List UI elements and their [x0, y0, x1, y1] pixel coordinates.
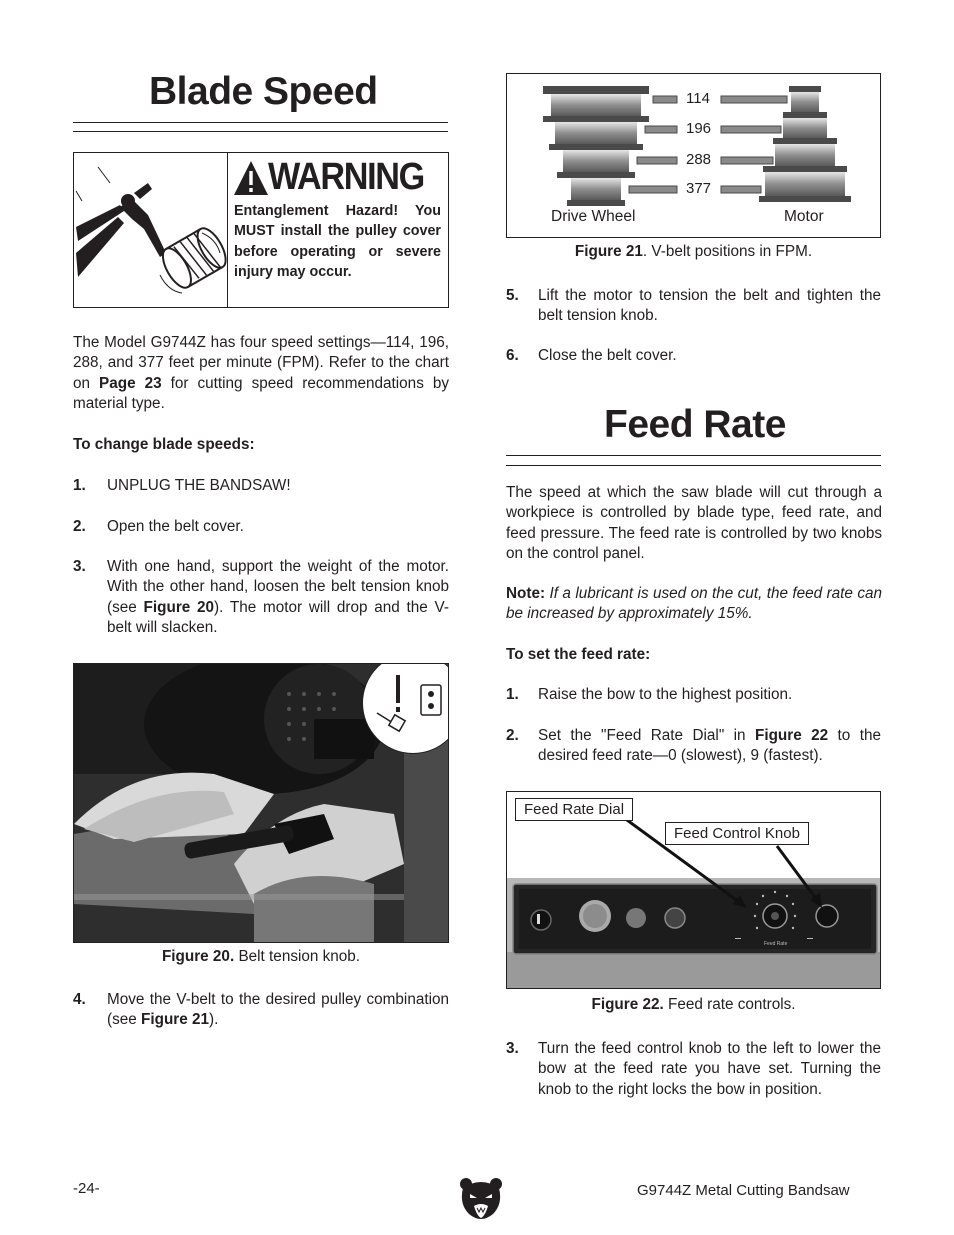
- speed-label-196: 196: [686, 120, 712, 137]
- divider: [73, 122, 448, 123]
- figure-20-caption: Figure 20. Belt tension knob.: [161, 948, 361, 965]
- entanglement-hazard-icon: [74, 153, 228, 307]
- page-number: -24-: [73, 1180, 100, 1197]
- panel-feed-rate-text: Feed Rate: [764, 941, 788, 947]
- unplug-icon: [362, 663, 449, 754]
- callout-feed-control-knob: Feed Control Knob: [665, 822, 809, 845]
- drive-wheel-label: Drive Wheel: [551, 208, 636, 225]
- divider: [506, 455, 881, 456]
- speed-label-377: 377: [686, 180, 712, 197]
- grizzly-bear-logo: [459, 1176, 503, 1222]
- warning-heading: [233, 156, 445, 199]
- motor-label: Motor: [784, 208, 824, 225]
- subheading-change-speeds: To change blade speeds:: [73, 436, 255, 453]
- feed-rate-intro: The speed at which the saw blade will cut through a workpiece is controlled by blade type, feed rate, and feed pressure. The feed rate is controlled by two knobs on the control panel.: [506, 484, 882, 562]
- subheading-set-feed-rate: To set the feed rate:: [506, 646, 651, 663]
- figure-20-photo: [73, 663, 449, 943]
- divider: [73, 131, 448, 132]
- speed-label-114: 114: [686, 90, 710, 107]
- intro-paragraph: The Model G9744Z has four speed settings—114, 196, 288, and 377 feet per minute (FPM). Refer to the chart on Page 23 for cutting speed recommendations by material type.: [73, 334, 450, 412]
- section-title-feed-rate: Feed Rate: [604, 403, 786, 446]
- figure-22-photo: [506, 791, 881, 989]
- figure-21-diagram: [506, 73, 881, 238]
- warning-box: [73, 152, 449, 308]
- footer-product-name: G9744Z Metal Cutting Bandsaw: [637, 1182, 850, 1199]
- figure-21-caption: Figure 21. V-belt positions in FPM.: [574, 243, 813, 260]
- feed-rate-note: Note: If a lubricant is used on the cut, the feed rate can be increased by approximately 15%.: [506, 585, 882, 623]
- divider: [506, 465, 881, 466]
- warning-text: Entanglement Hazard! You MUST install the pulley cover before operating or severe injury may occur.: [234, 203, 441, 280]
- warning-heading-text: WARNING: [268, 156, 424, 198]
- callout-feed-rate-dial: Feed Rate Dial: [515, 798, 633, 821]
- section-title-blade-speed: Blade Speed: [149, 70, 378, 113]
- speed-label-288: 288: [686, 151, 712, 168]
- figure-22-caption: Figure 22. Feed rate controls.: [591, 996, 796, 1013]
